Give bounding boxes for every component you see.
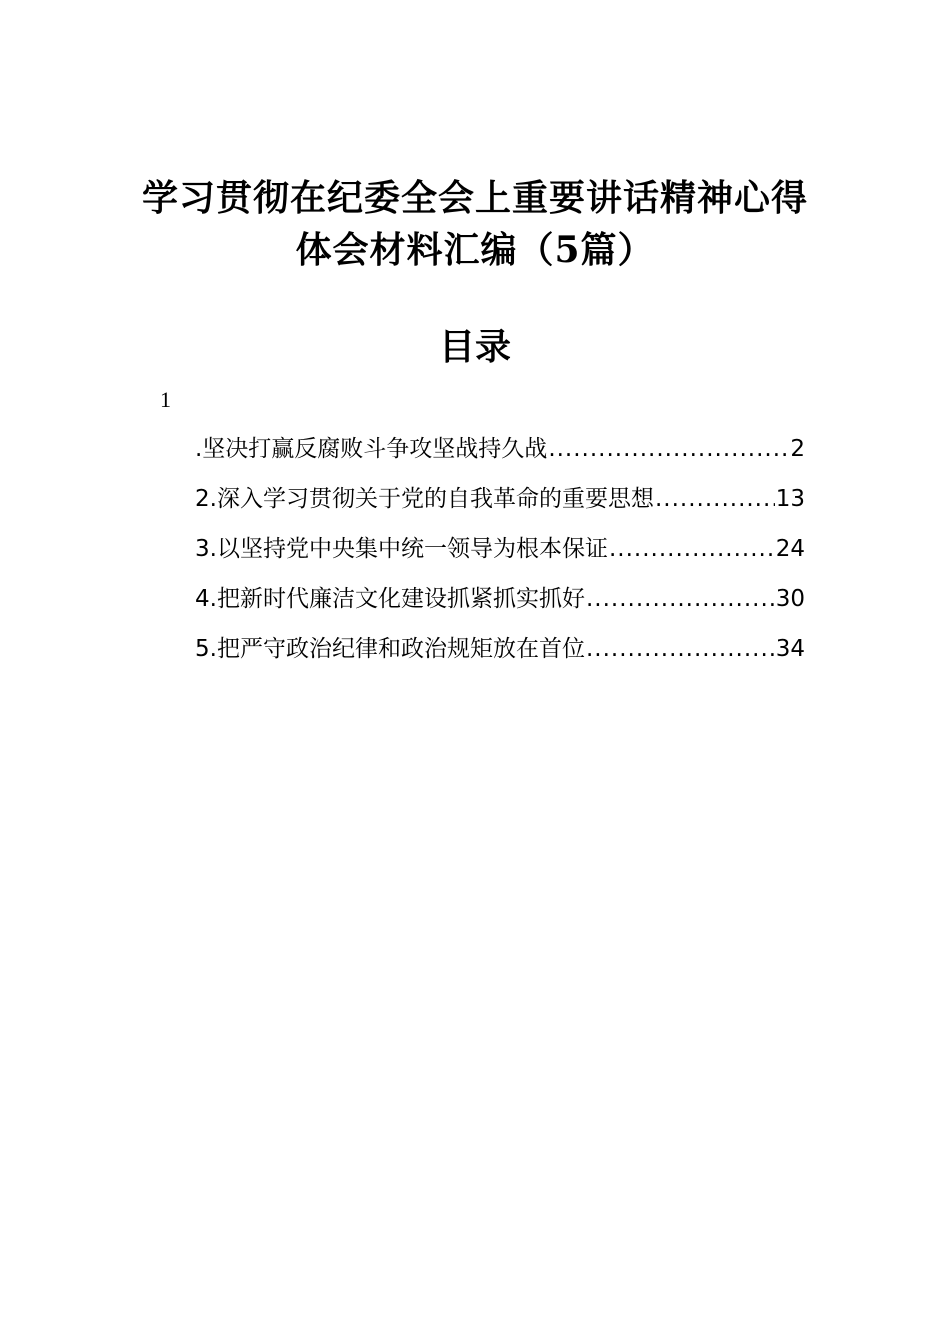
toc-entry-3[interactable] — [195, 528, 805, 578]
toc-entry-2[interactable] — [195, 478, 805, 528]
toc-entry-title: 4.把新时代廉洁文化建设抓紧抓实抓好 — [195, 586, 585, 612]
toc-leader-dots — [548, 428, 789, 470]
toc-entry-4[interactable] — [195, 578, 805, 628]
toc-entry-page: 2 — [790, 436, 805, 462]
title-line-2: 体会材料汇编（5篇） — [295, 229, 655, 271]
toc-leader-dots — [655, 478, 775, 520]
toc-entry-page: 24 — [775, 536, 805, 562]
toc-entry-1[interactable] — [195, 428, 805, 478]
list-number: 1 — [160, 387, 171, 412]
toc-leader-dots — [586, 628, 775, 670]
toc-leader-dots — [586, 578, 775, 620]
toc-entry-page: 30 — [775, 586, 805, 612]
toc-heading: 目录 — [438, 326, 511, 368]
toc-entry-title: .坚决打赢反腐败斗争攻坚战持久战 — [195, 436, 548, 462]
toc-leader-dots — [609, 528, 775, 570]
toc-entry-5[interactable] — [195, 628, 805, 678]
title-line-1: 学习贯彻在纪委全会上重要讲话精神心得 — [141, 177, 808, 219]
table-of-contents — [195, 428, 805, 678]
toc-entry-title: 5.把严守政治纪律和政治规矩放在首位 — [195, 636, 585, 662]
document-title — [0, 172, 950, 276]
toc-entry-page: 34 — [775, 636, 805, 662]
toc-entry-page: 13 — [775, 486, 805, 512]
toc-entry-title: 2.深入学习贯彻关于党的自我革命的重要思想 — [195, 486, 654, 512]
toc-entry-title: 3.以坚持党中央集中统一领导为根本保证 — [195, 536, 608, 562]
